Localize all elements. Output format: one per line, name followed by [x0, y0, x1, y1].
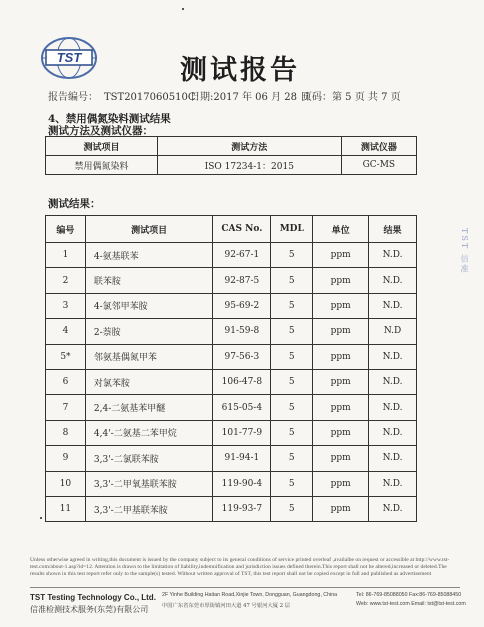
- cell-item: 4-氯邻甲苯胺: [85, 293, 213, 318]
- cell-no: 9: [46, 446, 86, 471]
- disclaimer: Unless otherwise agreed in writing,this document is issued by the company subject to its general conditions of service printed overleaf ,availalbe on request or accessible at http://www.tst-test.com/about-1.asp?id=12. Attention is drawn to the limitation of liability,indemnification and jurisdiction issues defined therein.This report shall not be altered,increased or deleted.The results shown in this test report refer only to the sample(s) tested. Without written approval of TST, this test report shall not be copied except in full and published as advertisement: [30, 557, 450, 577]
- cell-no: 3: [46, 293, 86, 318]
- cell-cas: 97-56-3: [213, 344, 271, 369]
- company-name-en: TST Testing Technology Co., Ltd.: [30, 593, 156, 602]
- cell-no: 4: [46, 319, 86, 344]
- cell-cas: 92-87-5: [213, 268, 271, 293]
- report-date-value: 2017 年 06 月 28 日: [213, 92, 311, 103]
- results-table-header: [46, 216, 417, 243]
- cell: ISO 17234-1：2015: [157, 156, 341, 175]
- cell-item: 联苯胺: [85, 268, 213, 293]
- cell-mdl: 5: [271, 243, 313, 268]
- method-heading: 测试方法及测试仪器：: [48, 125, 153, 137]
- cell-mdl: 5: [271, 319, 313, 344]
- cell-item: 3,3'-二甲氧基联苯胺: [85, 471, 213, 496]
- cell-result: N.D.: [369, 268, 417, 293]
- header-cell: MDL: [271, 216, 313, 243]
- cell-result: N.D.: [369, 446, 417, 471]
- table-row: [46, 243, 417, 268]
- scan-speck: [182, 8, 184, 10]
- report-number-label: 报告编号：: [48, 92, 98, 103]
- cell-mdl: 5: [271, 420, 313, 445]
- table-row: [46, 496, 417, 521]
- address-en: 2F Yinhe Building Haitan Road,Xinjie Town, Dongguan, Guangdong, China: [162, 592, 338, 598]
- cell-no: 7: [46, 395, 86, 420]
- page-number: [302, 88, 401, 103]
- cell-cas: 106-47-8: [213, 369, 271, 394]
- cell-no: 6: [46, 369, 86, 394]
- report-date-label: 日期:: [190, 92, 214, 103]
- company-name-cn: 信准检测技术服务(东莞)有限公司: [30, 605, 149, 614]
- header-cell: 单位: [313, 216, 369, 243]
- tst-logo: [38, 35, 100, 81]
- cell-item: 3,3'-二氯联苯胺: [85, 446, 213, 471]
- cell-cas: 119-90-4: [213, 471, 271, 496]
- report-number-value: TST2017060510C: [104, 92, 196, 103]
- cell-mdl: 5: [271, 471, 313, 496]
- table-row: [46, 293, 417, 318]
- contact-phone: Tel: 86-769-85088050 Fax:86-769-85088450: [356, 592, 462, 598]
- table-row: [46, 319, 417, 344]
- method-table-header: [46, 137, 417, 156]
- cell-item: 3,3'-二甲基联苯胺: [85, 496, 213, 521]
- cell-result: N.D.: [369, 293, 417, 318]
- scan-speck: [40, 517, 42, 519]
- cell-result: N.D.: [369, 496, 417, 521]
- cell-item: 4,4'-二氨基二苯甲烷: [85, 420, 213, 445]
- cell-no: 5*: [46, 344, 86, 369]
- contact-web-email: Web: www.tst-test.com Email: tst@tst-test.com: [356, 601, 466, 607]
- table-row: [46, 471, 417, 496]
- cell-result: N.D.: [369, 369, 417, 394]
- table-row: [46, 344, 417, 369]
- header-cell: CAS No.: [213, 216, 271, 243]
- cell-mdl: 5: [271, 446, 313, 471]
- header-cell: 测试仪器: [341, 137, 416, 156]
- cell-mdl: 5: [271, 268, 313, 293]
- page-number-value: 第 5 页 共 7 页: [332, 92, 401, 103]
- table-row: [46, 369, 417, 394]
- cell-cas: 91-59-8: [213, 319, 271, 344]
- report-number: [48, 88, 195, 103]
- cell-result: N.D.: [369, 420, 417, 445]
- cell-unit: ppm: [313, 471, 369, 496]
- cell-item: 2-萘胺: [85, 319, 213, 344]
- cell-unit: ppm: [313, 319, 369, 344]
- cell-cas: 91-94-1: [213, 446, 271, 471]
- cell-item: 2,4-二氨基苯甲醚: [85, 395, 213, 420]
- cell-no: 1: [46, 243, 86, 268]
- cell-unit: ppm: [313, 420, 369, 445]
- header-cell: 测试项目: [85, 216, 213, 243]
- svg-text:TST: TST: [56, 50, 82, 65]
- cell-no: 11: [46, 496, 86, 521]
- header-cell: 测试项目: [46, 137, 158, 156]
- cell-unit: ppm: [313, 369, 369, 394]
- page-number-label: 页码：: [302, 92, 332, 103]
- cell-result: N.D.: [369, 243, 417, 268]
- cell-unit: ppm: [313, 293, 369, 318]
- cell-mdl: 5: [271, 293, 313, 318]
- cell: GC-MS: [341, 156, 416, 175]
- cell-no: 2: [46, 268, 86, 293]
- cell-cas: 615-05-4: [213, 395, 271, 420]
- side-stamp: TST 信准: [460, 228, 469, 275]
- cell-result: N.D.: [369, 471, 417, 496]
- cell-item: 4-氨基联苯: [85, 243, 213, 268]
- address-cn: 中国广东省东莞市厚街镇河田大道 47 号银河大厦 2 层: [162, 603, 291, 609]
- cell-cas: 101-77-9: [213, 420, 271, 445]
- cell-cas: 92-67-1: [213, 243, 271, 268]
- method-table-row: [46, 156, 417, 175]
- header-cell: 结果: [369, 216, 417, 243]
- cell-unit: ppm: [313, 243, 369, 268]
- cell-result: N.D: [369, 319, 417, 344]
- cell-mdl: 5: [271, 369, 313, 394]
- footer-divider: [30, 587, 460, 588]
- cell-result: N.D.: [369, 344, 417, 369]
- header-cell: 测试方法: [157, 137, 341, 156]
- results-heading: 测试结果：: [48, 198, 101, 210]
- header-cell: 编号: [46, 216, 86, 243]
- cell-mdl: 5: [271, 344, 313, 369]
- results-table: [45, 215, 417, 522]
- cell-mdl: 5: [271, 395, 313, 420]
- cell-unit: ppm: [313, 496, 369, 521]
- cell-no: 10: [46, 471, 86, 496]
- table-row: [46, 420, 417, 445]
- table-row: [46, 395, 417, 420]
- cell-unit: ppm: [313, 446, 369, 471]
- cell: 禁用偶氮染料: [46, 156, 158, 175]
- cell-unit: ppm: [313, 395, 369, 420]
- page-title: 测试报告: [180, 55, 300, 86]
- cell-no: 8: [46, 420, 86, 445]
- cell-cas: 119-93-7: [213, 496, 271, 521]
- cell-unit: ppm: [313, 344, 369, 369]
- cell-cas: 95-69-2: [213, 293, 271, 318]
- cell-result: N.D.: [369, 395, 417, 420]
- cell-unit: ppm: [313, 268, 369, 293]
- cell-mdl: 5: [271, 496, 313, 521]
- table-row: [46, 446, 417, 471]
- report-date: [190, 88, 310, 103]
- table-row: [46, 268, 417, 293]
- section-heading: 4、禁用偶氮染料测试结果: [48, 113, 171, 125]
- cell-item: 邻氨基偶氮甲苯: [85, 344, 213, 369]
- cell-item: 对氯苯胺: [85, 369, 213, 394]
- method-table: [45, 136, 417, 175]
